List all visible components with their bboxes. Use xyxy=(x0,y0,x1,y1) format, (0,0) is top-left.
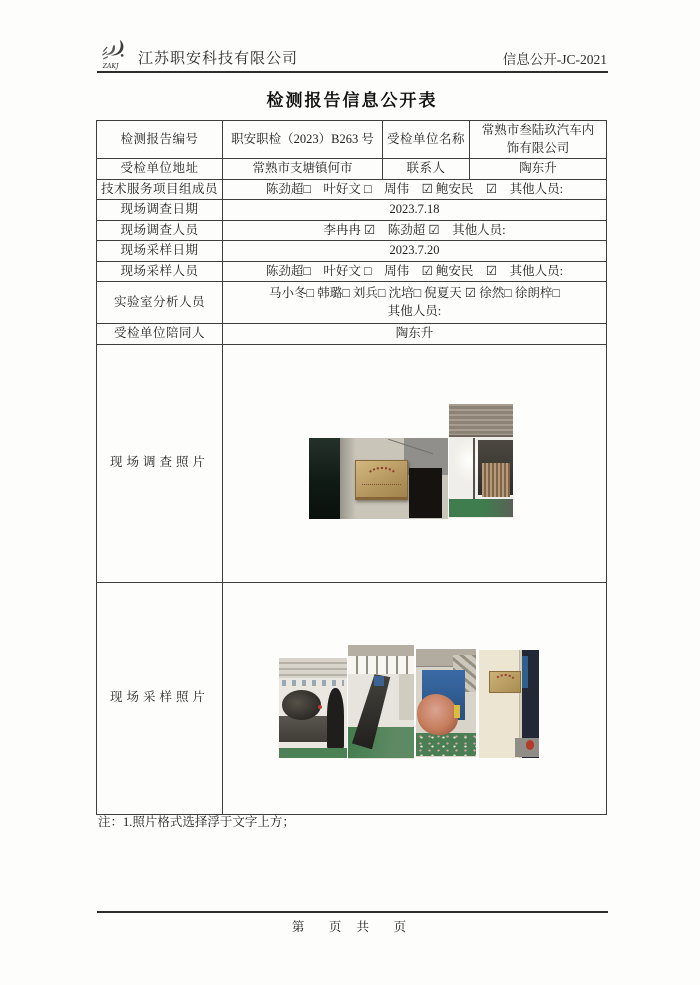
company-brand xyxy=(97,38,298,70)
row-tech-team xyxy=(97,179,607,200)
doc-code: 信息公开-JC-2021 xyxy=(502,52,607,67)
row-report-number xyxy=(97,121,607,159)
tech-team-label: 技术服务项目组成员 xyxy=(97,179,223,200)
photo-detail xyxy=(399,674,414,720)
unit-address-value: 常熟市支塘镇何市 xyxy=(223,159,383,180)
company-name: 江苏职安科技有限公司 xyxy=(138,51,299,67)
logo-text: ZAKJ xyxy=(102,63,119,70)
escort-value: 陶东升 xyxy=(223,324,607,345)
sampling-photo-2 xyxy=(348,645,414,759)
unit-name-label: 受检单位名称 xyxy=(383,121,470,159)
photo-detail xyxy=(340,438,357,519)
photo-detail xyxy=(282,680,345,686)
photo-detail xyxy=(309,438,340,519)
row-survey-staff xyxy=(97,220,607,241)
photo-detail xyxy=(526,740,534,750)
photo-detail xyxy=(416,733,476,757)
row-sampling-date xyxy=(97,241,607,262)
sampling-date-label: 现场采样日期 xyxy=(97,241,223,262)
info-table xyxy=(96,120,607,815)
row-sampling-staff xyxy=(97,261,607,282)
survey-photo-workshop xyxy=(449,404,513,518)
row-lab-analysts xyxy=(97,282,607,324)
photo-detail xyxy=(348,645,414,656)
sampling-photos-label: 现场采样照片 xyxy=(97,582,223,814)
report-number-label: 检测报告编号 xyxy=(97,121,223,159)
survey-date-label: 现场调查日期 xyxy=(97,200,223,221)
row-sampling-photos xyxy=(97,582,607,814)
unit-address-label: 受检单位地址 xyxy=(97,159,223,180)
row-unit-address xyxy=(97,159,607,180)
escort-label: 受检单位陪同人 xyxy=(97,324,223,345)
contact-value: 陶东升 xyxy=(470,159,607,180)
photo-detail xyxy=(362,484,401,485)
page-title: 检测报告信息公开表 xyxy=(266,91,438,110)
header-divider xyxy=(97,71,608,73)
photo-detail xyxy=(282,690,321,720)
lab-analysts-line2: 其他人员: xyxy=(387,303,442,318)
photo-detail xyxy=(522,656,527,688)
row-survey-photos xyxy=(97,344,607,582)
photo-detail xyxy=(449,404,513,436)
photo-detail xyxy=(473,438,475,500)
document-header xyxy=(97,36,607,70)
survey-date-value: 2023.7.18 xyxy=(223,200,607,221)
photo-detail xyxy=(482,463,510,497)
company-logo-icon xyxy=(97,38,135,70)
row-escort xyxy=(97,324,607,345)
photo-detail xyxy=(409,468,442,518)
survey-staff-members: 李冉冉 ☑ 陈劲超 ☑ 其他人员: xyxy=(223,220,607,241)
survey-photos-cell xyxy=(223,344,607,582)
photo-detail xyxy=(279,658,347,678)
sampling-date-value: 2023.7.20 xyxy=(223,241,607,262)
photo-detail xyxy=(454,705,460,718)
photo-detail xyxy=(279,748,347,758)
report-number-value: 职安职检（2023）B263 号 xyxy=(223,121,383,159)
photo-detail xyxy=(348,656,414,674)
survey-photo-plaque xyxy=(309,438,448,519)
lab-analysts-label: 实验室分析人员 xyxy=(97,282,223,324)
page-footer-text: 第 页 共 页 xyxy=(291,920,413,934)
note-text: 注：1.照片格式选择浮于文字上方； xyxy=(98,815,295,829)
photo-detail xyxy=(327,688,345,748)
sampling-photo-4 xyxy=(479,650,539,758)
row-survey-date xyxy=(97,200,607,221)
survey-photos-label: 现场调查照片 xyxy=(97,344,223,582)
sampling-photos-cell xyxy=(223,582,607,814)
lab-analysts-members xyxy=(223,282,607,324)
lab-analysts-line1: 马小冬□ 韩璐□ 刘兵□ 沈培□ 倪夏天 ☑ 徐然□ 徐朗梓□ xyxy=(269,286,560,300)
photo-detail xyxy=(449,499,513,517)
sampling-photo-3 xyxy=(416,649,476,757)
survey-staff-label: 现场调查人员 xyxy=(97,220,223,241)
photo-detail xyxy=(318,705,322,709)
sampling-photo-1 xyxy=(279,658,347,758)
contact-label: 联系人 xyxy=(383,159,470,180)
sampling-staff-members: 陈劲超□ 叶好文 □ 周伟 ☑ 鲍安民 ☑ 其他人员: xyxy=(223,261,607,282)
photo-detail xyxy=(374,676,383,685)
tech-team-members: 陈劲超□ 叶好文 □ 周伟 ☑ 鲍安民 ☑ 其他人员: xyxy=(223,179,607,200)
footer-divider xyxy=(97,911,608,913)
unit-name-value: 常熟市叁陆玖汽车内饰有限公司 xyxy=(470,121,607,159)
sampling-staff-label: 现场采样人员 xyxy=(97,261,223,282)
